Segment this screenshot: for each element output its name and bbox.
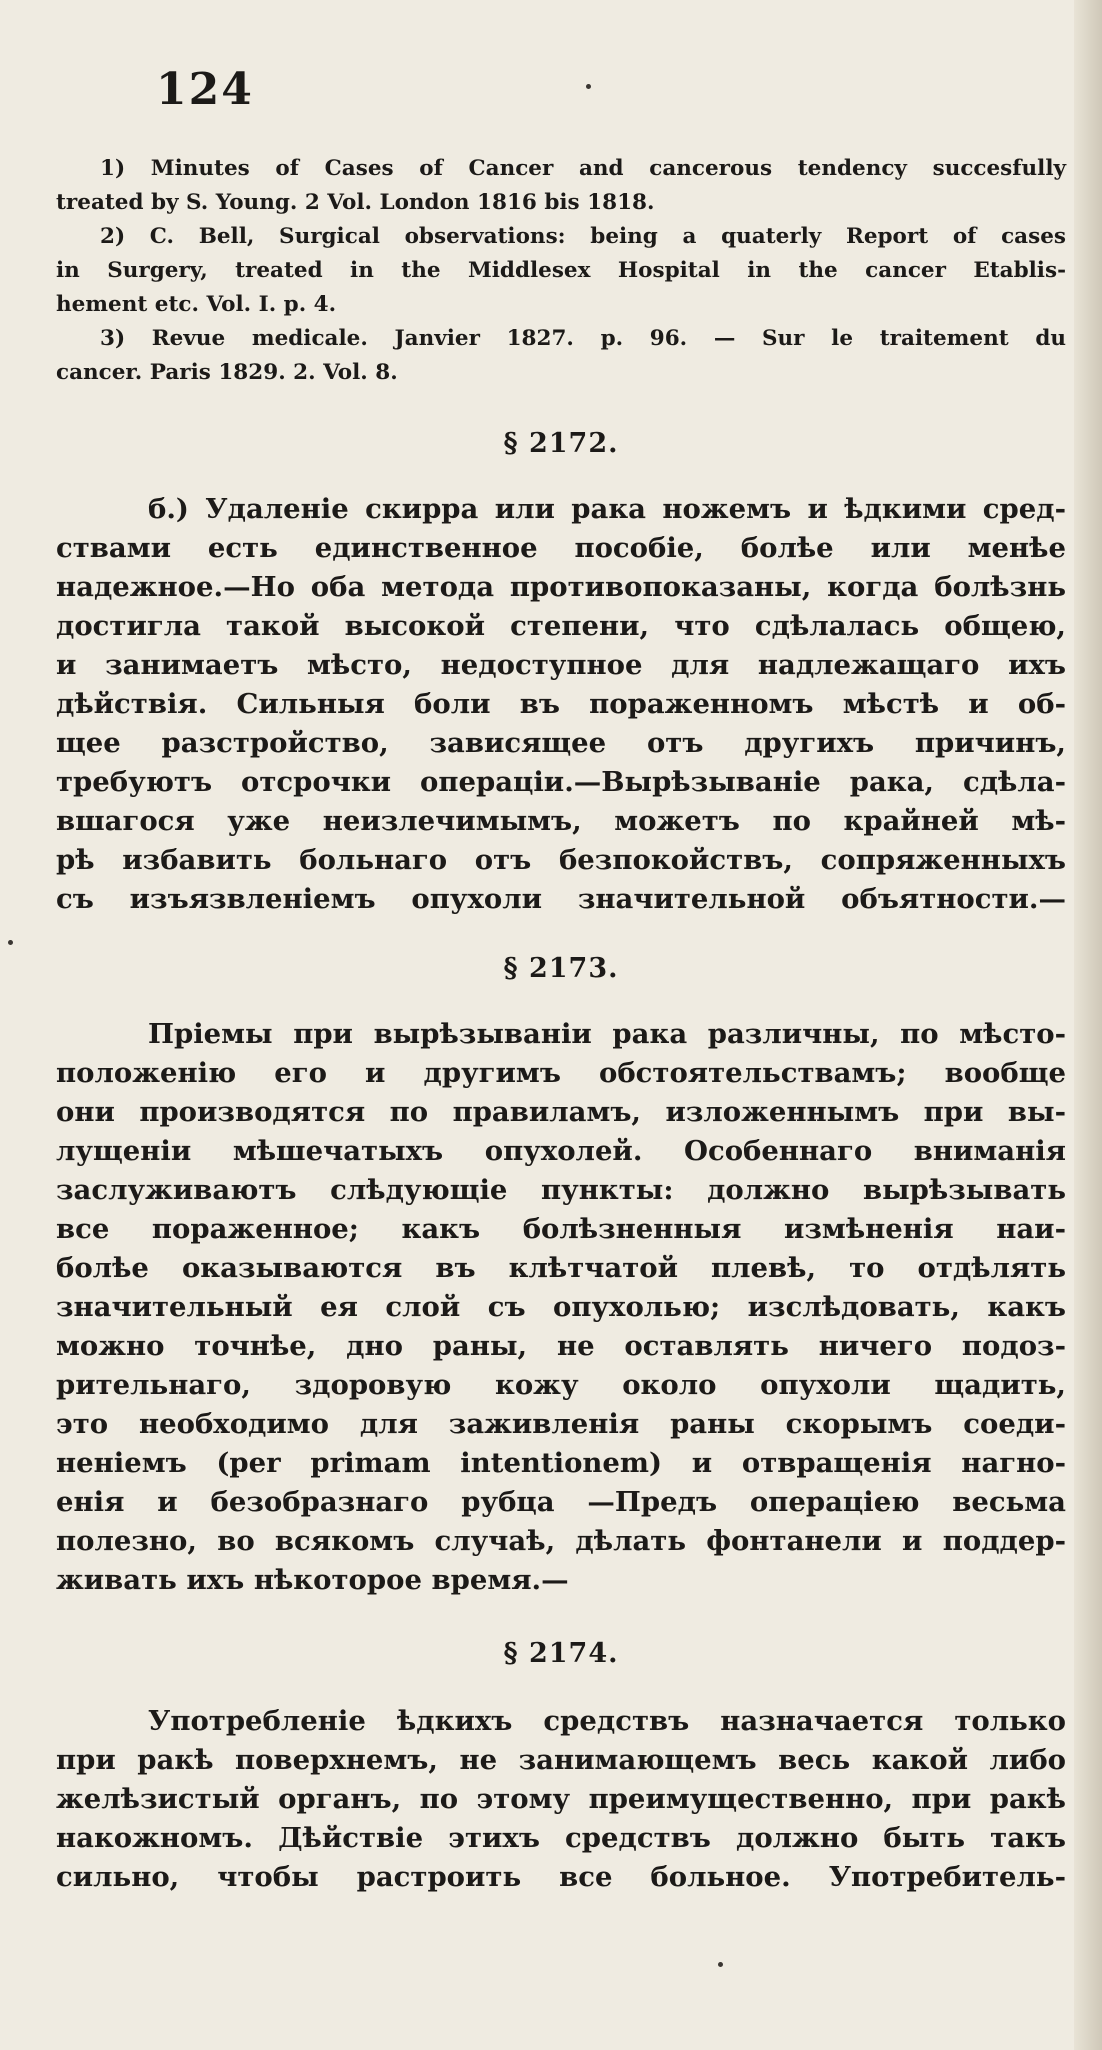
page-number: 124: [156, 64, 254, 115]
footnote-1: [56, 152, 1066, 220]
text-line: дѣйствія. Сильныя боли въ пораженномъ мѣстѣ и об-: [56, 688, 1066, 720]
text-line: неніемъ (per primam intentionem) и отвращенія нагно-: [56, 1447, 1066, 1479]
footnote-line: in Surgery, treated in the Middlesex Hospital in the cancer Etablis-: [56, 258, 1066, 283]
text-line: ствами есть единственное пособіе, болѣе или менѣе: [56, 532, 1066, 564]
text-line: лущеніи мѣшечатыхъ опухолей. Особеннаго вниманія: [56, 1135, 1066, 1167]
text-line: положенію его и другимъ обстоятельствамъ; вообще: [56, 1057, 1066, 1089]
footnote-line: 1) Minutes of Cases of Cancer and cancerous tendency succesfully: [100, 156, 1066, 181]
text-line: и занимаетъ мѣсто, недоступное для надлежащаго ихъ: [56, 649, 1066, 681]
footnote-2: [56, 220, 1066, 322]
text-line: при ракѣ поверхнемъ, не занимающемъ весь какой либо: [56, 1744, 1066, 1776]
text-line: достигла такой высокой степени, что сдѣлалась общею,: [56, 610, 1066, 642]
text-line: съ изъязвленіемъ опухоли значительной объятности.—: [56, 883, 1066, 915]
text-line: надежное.—Но оба метода противопоказаны, когда болѣзнь: [56, 571, 1066, 603]
text-line: рительнаго, здоровую кожу около опухоли щадить,: [56, 1369, 1066, 1401]
footnote-line: treated by S. Young. 2 Vol. London 1816 bis 1818.: [56, 190, 655, 215]
footnote-line: cancer. Paris 1829. 2. Vol. 8.: [56, 360, 398, 385]
page-edge-shadow: [1074, 0, 1102, 2050]
text-line: Употребленіе ѣдкихъ средствъ назначается только: [148, 1705, 1066, 1737]
text-line: значительный ея слой съ опухолью; изслѣдовать, какъ: [56, 1291, 1066, 1323]
text-line: можно точнѣе, дно раны, не оставлять ничего подоз-: [56, 1330, 1066, 1362]
footnotes: [56, 152, 1066, 390]
text-line: рѣ избавить больнаго отъ безпокойствъ, сопряженныхъ: [56, 844, 1066, 876]
text-line: живать ихъ нѣкоторое время.—: [56, 1564, 569, 1596]
footnote-line: hement etc. Vol. I. p. 4.: [56, 292, 337, 317]
footnote-3: [56, 322, 1066, 390]
ink-speck: [8, 940, 13, 945]
footnote-line: 3) Revue medicale. Janvier 1827. p. 96. — Sur le traitement du: [100, 326, 1066, 351]
section-heading-2174: § 2174.: [503, 1638, 619, 1669]
text-line: это необходимо для заживленія раны скорымъ соеди-: [56, 1408, 1066, 1440]
text-line: енія и безобразнаго рубца —Предъ операціею весьма: [56, 1486, 1066, 1518]
text-line: болѣе оказываются въ клѣтчатой плевѣ, то отдѣлять: [56, 1252, 1066, 1284]
footnote-line: 2) C. Bell, Surgical observations: being a quaterly Report of cases: [100, 224, 1066, 249]
text-line: сильно, чтобы растроить все больное. Употребитель-: [56, 1861, 1066, 1893]
paragraph-2173: [56, 1015, 1066, 1600]
text-line: желѣзистый органъ, по этому преимущественно, при ракѣ: [56, 1783, 1066, 1815]
text-line: б.) Удаленіе скирра или рака ножемъ и ѣдкими сред-: [148, 493, 1066, 525]
paragraph-2172: [56, 490, 1066, 919]
text-line: они производятся по правиламъ, изложеннымъ при вы-: [56, 1096, 1066, 1128]
text-line: щее разстройство, зависящее отъ другихъ причинъ,: [56, 727, 1066, 759]
text-line: заслуживаютъ слѣдующіе пункты: должно вырѣзывать: [56, 1174, 1066, 1206]
text-line: накожномъ. Дѣйствіе этихъ средствъ должно быть такъ: [56, 1822, 1066, 1854]
text-line: вшагося уже неизлечимымъ, можетъ по крайней мѣ-: [56, 805, 1066, 837]
section-heading-2172: § 2172.: [503, 428, 619, 459]
section-heading-2173: § 2173.: [503, 953, 619, 984]
text-line: полезно, во всякомъ случаѣ, дѣлать фонтанели и поддер-: [56, 1525, 1066, 1557]
text-line: все пораженное; какъ болѣзненныя измѣненія наи-: [56, 1213, 1066, 1245]
paragraph-2174: [56, 1702, 1066, 1897]
ink-speck: [586, 84, 591, 89]
text-line: требуютъ отсрочки операціи.—Вырѣзываніе рака, сдѣла-: [56, 766, 1066, 798]
ink-speck: [718, 1962, 723, 1967]
text-line: Пріемы при вырѣзываніи рака различны, по мѣсто-: [148, 1018, 1066, 1050]
